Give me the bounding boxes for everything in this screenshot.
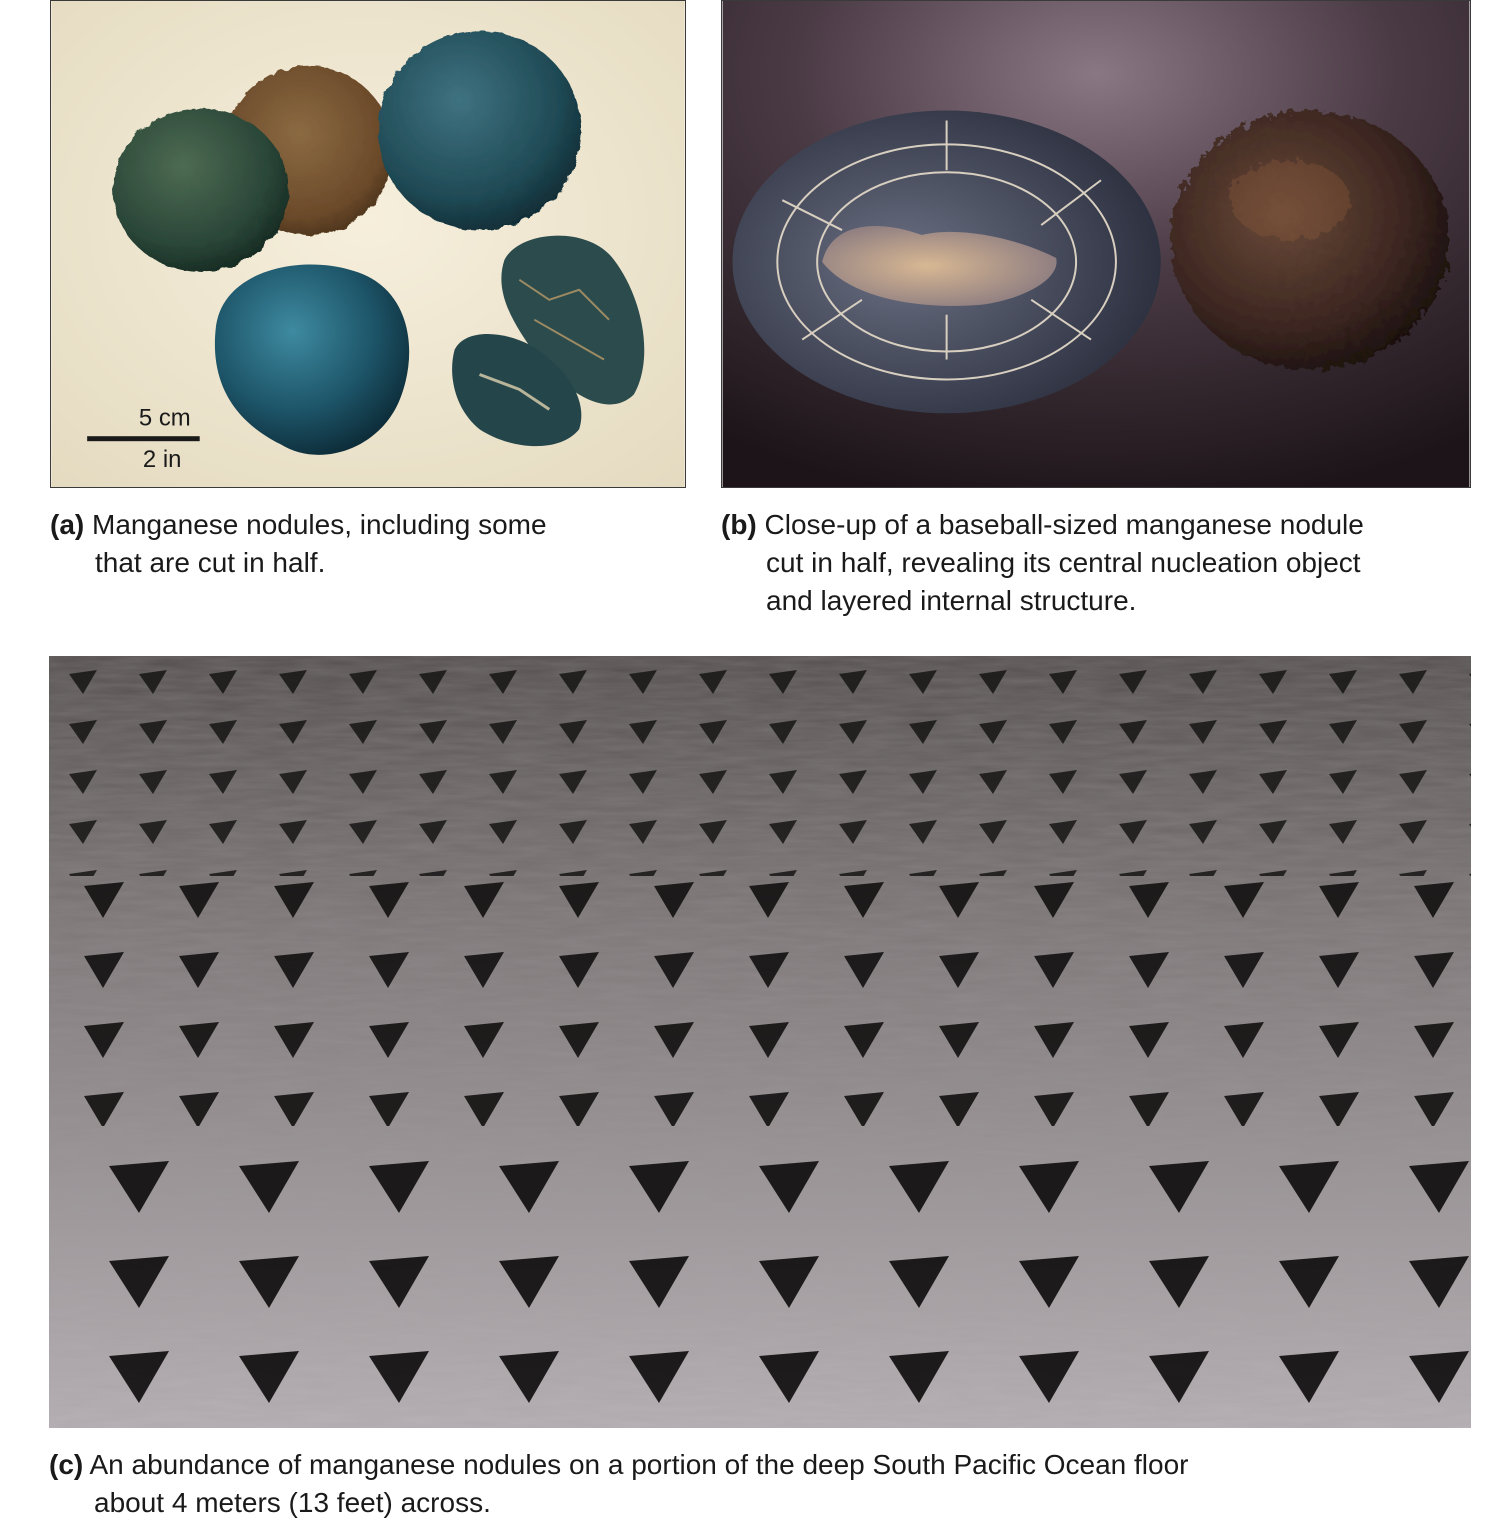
caption-c-line1: An abundance of manganese nodules on a portion of the deep South Pacific Ocean floor [89,1449,1189,1480]
seafloor-nodules-photo [49,656,1471,1428]
manganese-nodules-photo [51,1,685,487]
caption-a-line2: that are cut in half. [95,547,326,578]
caption-c [49,1446,1449,1522]
caption-a [50,506,690,582]
scale-label-in: 2 in [142,446,182,474]
caption-c-tag: (c) [49,1449,84,1480]
scale-label-cm: 5 cm [138,404,191,432]
scale-bar [87,436,200,441]
photo-panel-b [721,0,1471,488]
caption-c-line2: about 4 meters (13 feet) across. [94,1487,491,1518]
caption-b-line1: Close-up of a baseball-sized manganese nodule [764,509,1364,540]
photo-panel-c [49,656,1471,1428]
caption-b-line2: cut in half, revealing its central nucleation object [766,547,1361,578]
caption-a-tag: (a) [50,509,85,540]
caption-b-line3: and layered internal structure. [766,585,1137,616]
photo-panel-a [50,0,686,488]
caption-b-tag: (b) [721,509,757,540]
caption-b [721,506,1481,620]
nodule-cross-section-photo [722,1,1470,487]
caption-a-line1: Manganese nodules, including some [92,509,547,540]
